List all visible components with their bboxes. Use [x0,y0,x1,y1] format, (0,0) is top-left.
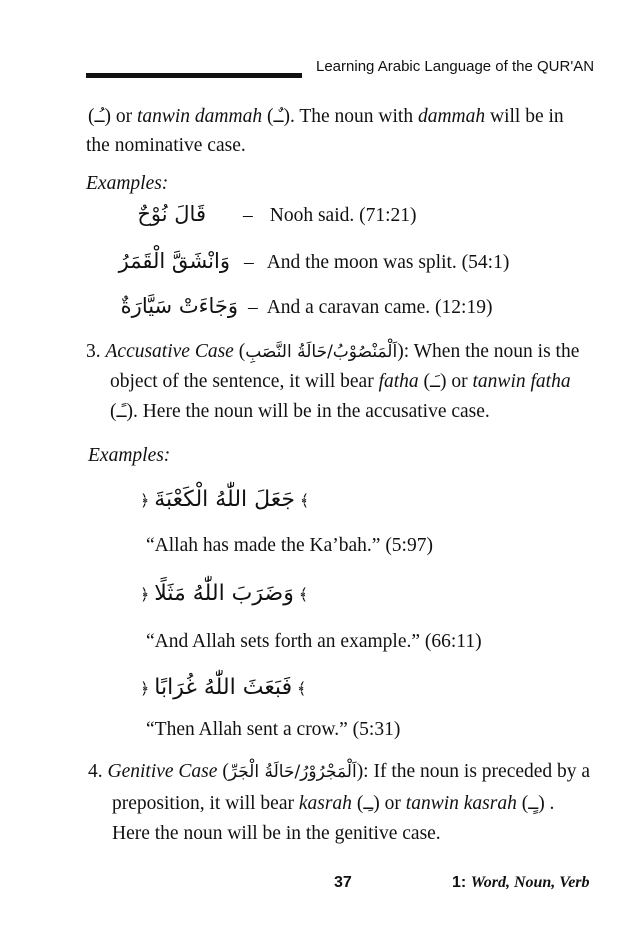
page-number: 37 [334,874,352,891]
verse-ornament-right: ﴾ [298,587,309,604]
header-title: Learning Arabic Language of the QUR'AN [316,58,595,75]
term-tanwin-dammah: tanwin dammah [136,106,263,127]
chapter-title-text: Word, Noun, Verb [470,874,590,891]
accusative-line-3 [110,398,490,426]
verse-ornament-right: ﴾ [299,493,310,510]
verse-ornament-left: ﴿ [140,493,150,510]
examples-label-text: Examples: [86,173,169,194]
kasrah-sign: ـِـ [363,794,374,814]
text: ) or [373,793,401,814]
term-accusative-case: Accusative Case [105,341,234,362]
fatha-sign: ـَـ [430,372,441,392]
genitive-line-2 [112,790,554,818]
arabic-term: اَلْمَجْرُوْرُ/حَالَةُ الْجَرِّ [228,762,357,782]
verse-ornament-left: ﴿ [140,681,150,698]
item-number: 3. [86,341,101,362]
term-tanwin-kasrah: tanwin kasrah [405,793,517,814]
text: ( [110,401,117,422]
verse-translation-1: “Allah has made the Ka’bah.” (5:97) [146,535,433,556]
nominative-example-2 [118,247,510,277]
english-text: Nooh said. (71:21) [269,205,417,226]
text: preposition, it will bear [112,793,294,814]
text: ( [423,371,431,392]
text: will be in [490,106,564,127]
dash: – [244,252,254,273]
arabic-term: اَلْمَنْصُوْبُ/حَالَةُ النَّصَبِ [245,342,398,362]
chapter-title [452,874,590,892]
verse-translation-3: “Then Allah sent a crow.” (5:31) [146,719,401,740]
text: ) . [538,793,555,814]
intro-line-2: the nominative case. [86,135,246,156]
accusative-line-1 [86,338,579,366]
text: ( [238,341,246,362]
text: ( [356,793,364,814]
english-text: And a caravan came. (12:19) [266,297,493,318]
text: ). The noun with [283,106,414,127]
text: ): If the noun is preceded by a [356,761,591,782]
text: object of the sentence, it will bear [110,371,374,392]
dammah-sign: ـُـ [94,107,105,127]
tanwin-dammah-sign: ـٌـ [273,107,284,127]
term-tanwin-fatha: tanwin fatha [472,371,571,392]
term-genitive-case: Genitive Case [107,761,218,782]
examples-label-2 [88,442,170,470]
text: ( [222,761,229,782]
dash: – [243,205,253,226]
text: ( [266,106,274,127]
text: ) or [440,371,468,392]
examples-label-text: Examples: [88,445,171,466]
term-dammah: dammah [417,106,486,127]
text: ). Here the noun will be in the accusative case. [126,401,490,422]
item-number: 4. [88,761,103,782]
arabic-verse: فَبَعَثَ اللّٰهُ غُرَابًا [154,675,293,700]
text: ( [88,106,95,127]
intro-line-1 [88,103,564,131]
genitive-line-1 [88,758,590,786]
genitive-line-3: Here the noun will be in the genitive case. [112,823,441,844]
english-text: And the moon was split. (54:1) [266,252,510,273]
examples-label-1 [86,170,168,198]
accusative-line-2 [110,368,571,396]
header-rule [86,73,302,78]
verse-translation-2: “And Allah sets forth an example.” (66:11) [146,631,482,652]
verse-ornament-right: ﴾ [296,681,307,698]
quran-verse-3 [140,674,306,704]
arabic-text: وَانْشَقَّ الْقَمَرُ [118,249,230,273]
tanwin-kasrah-sign: ـٍـ [528,794,539,814]
chapter-number: 1: [452,874,467,891]
dash: – [248,297,258,318]
nominative-example-3 [120,292,493,322]
nominative-example-1 [134,200,417,230]
text: ): When the noun is the [397,341,580,362]
verse-ornament-left: ﴿ [140,587,150,604]
text: ) or [104,106,133,127]
tanwin-fatha-sign: ـًـ [116,402,127,422]
text: ( [521,793,529,814]
arabic-verse: وَضَرَبَ اللّٰهُ مَثَلًا [154,581,294,606]
term-fatha: fatha [378,371,419,392]
arabic-text: قَالَ نُوْحٌ [137,202,206,226]
quran-verse-2 [140,580,308,610]
arabic-verse: جَعَلَ اللّٰهُ الْكَعْبَةَ [154,487,296,512]
term-kasrah: kasrah [298,793,352,814]
quran-verse-1 [140,486,309,516]
arabic-text: وَجَاءَتْ سَيَّارَةٌ [120,294,238,318]
